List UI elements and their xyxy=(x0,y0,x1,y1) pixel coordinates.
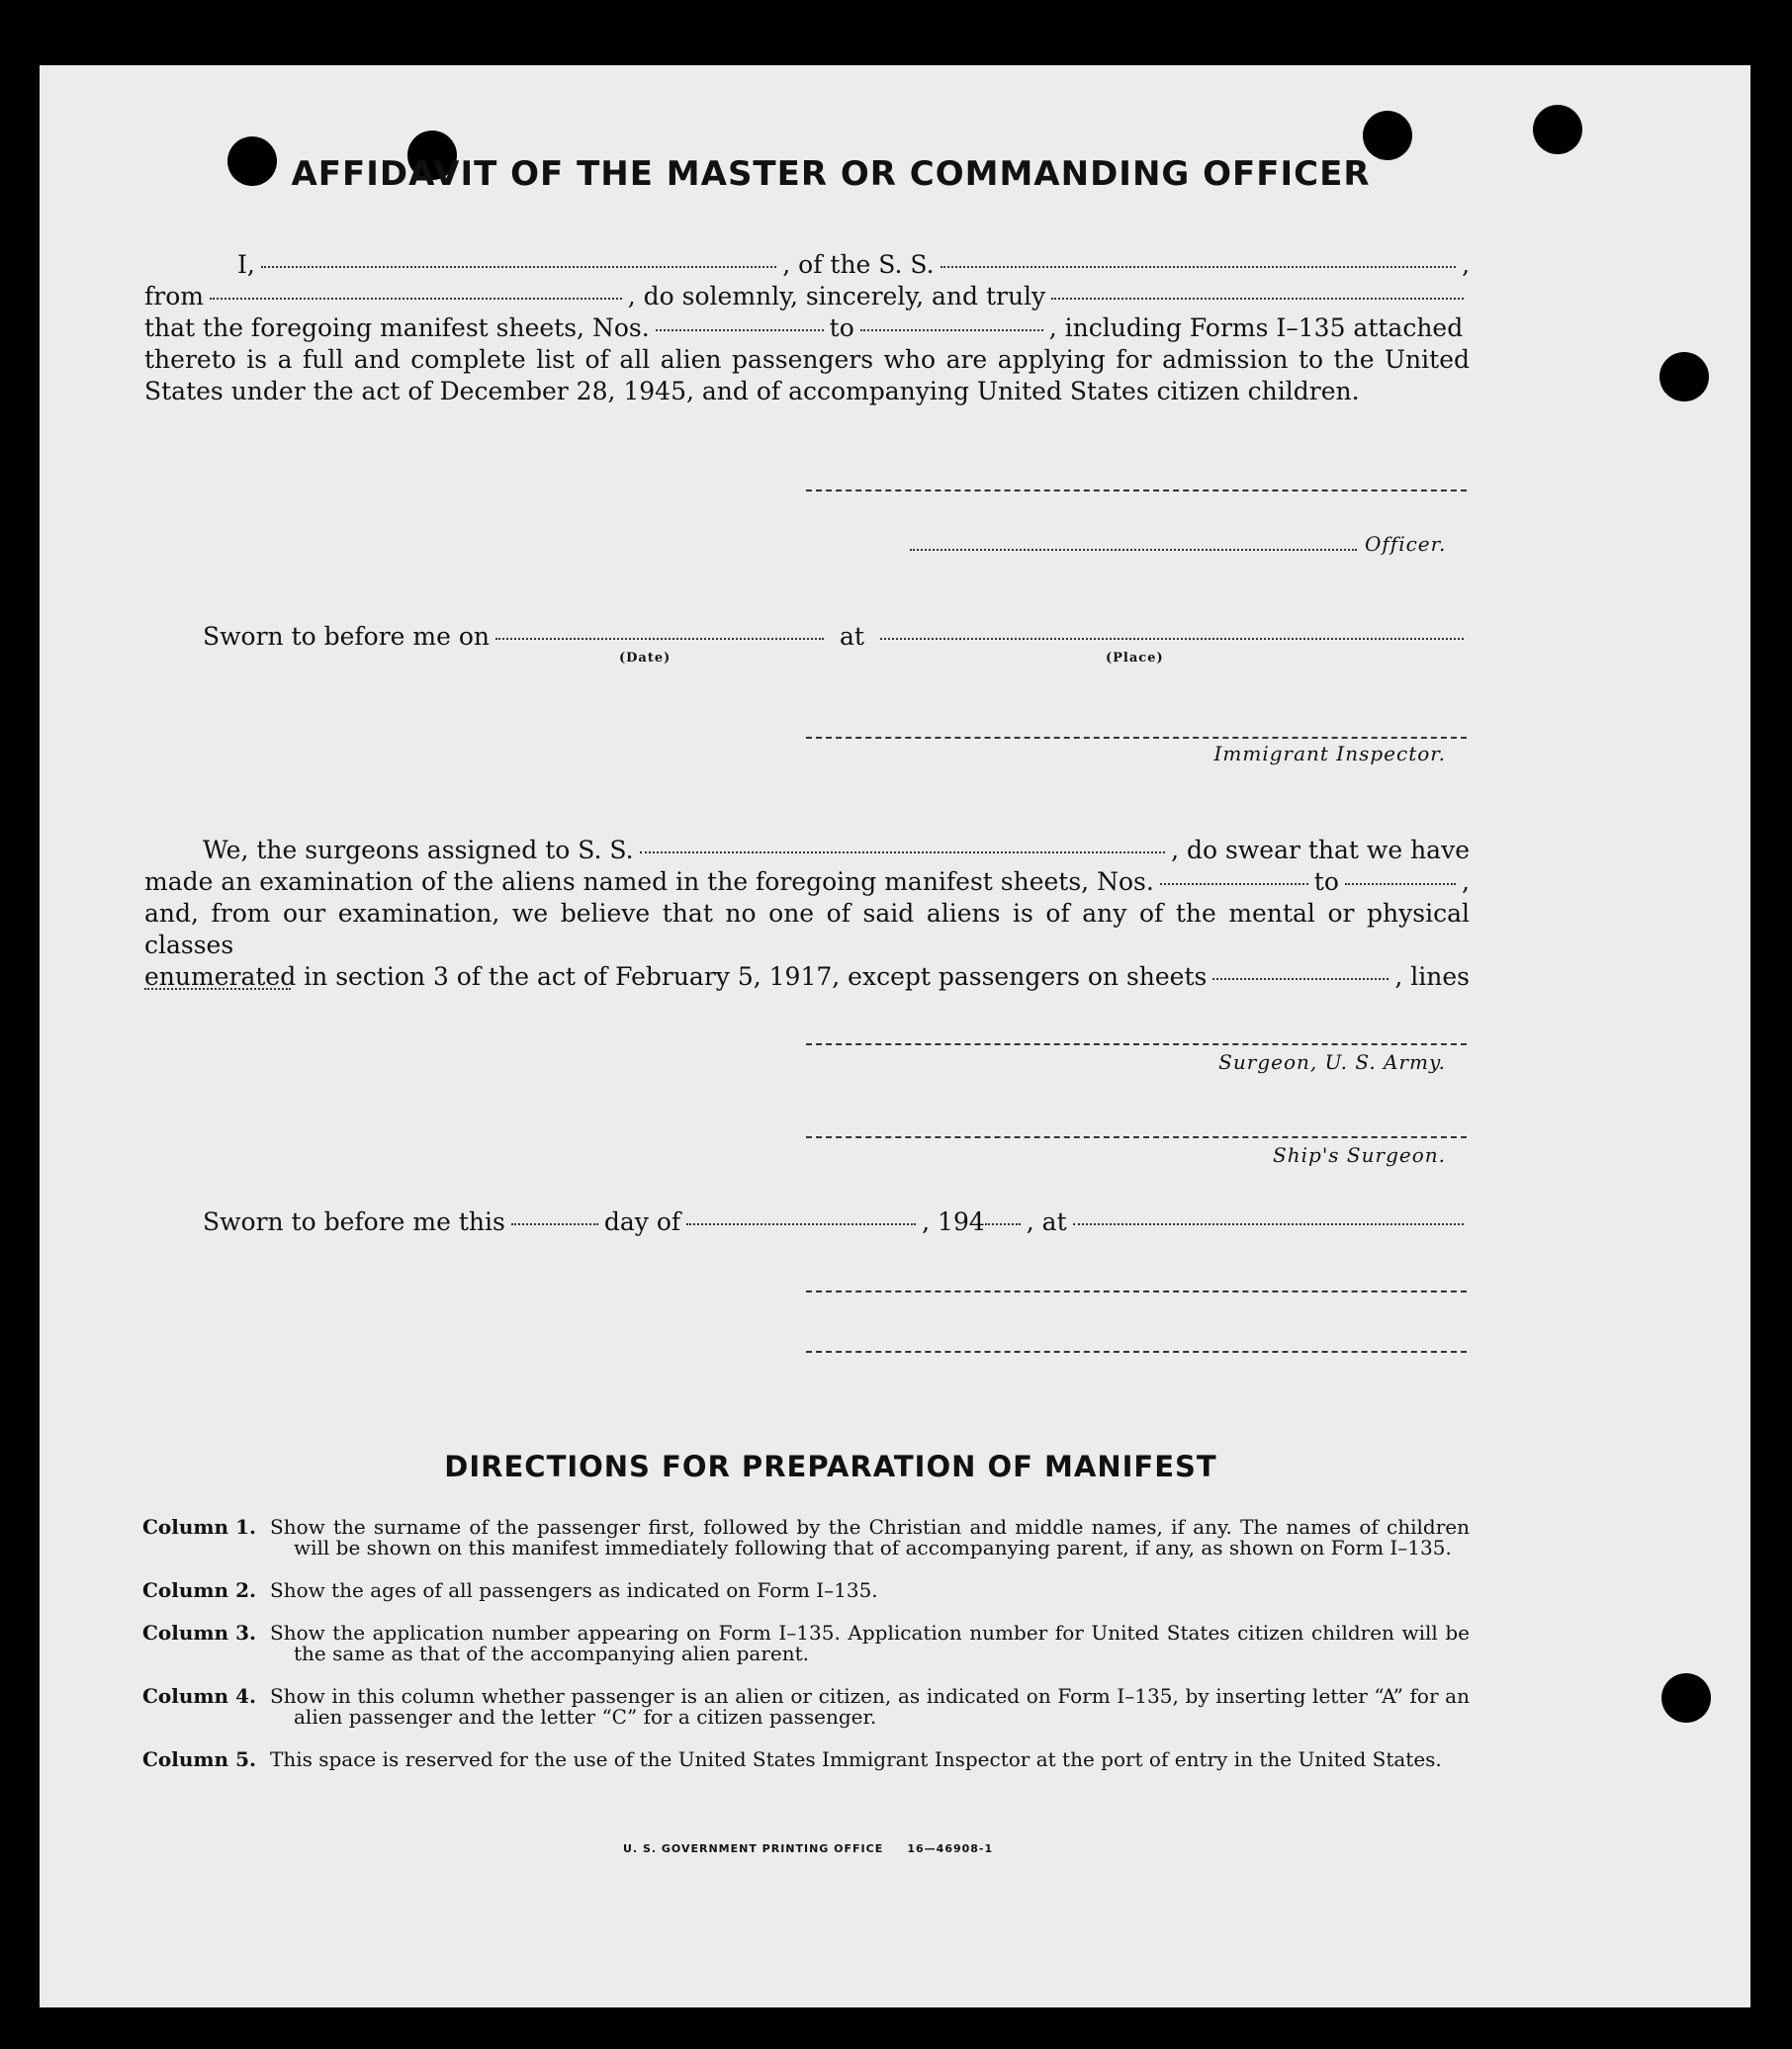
direction-item xyxy=(142,1580,1470,1601)
departure-port-field[interactable] xyxy=(210,298,622,300)
ship-surgeon-signature-line[interactable] xyxy=(806,1136,1467,1138)
surgeons-text: made an examination of the aliens named in the foregoing manifest sheets, Nos. xyxy=(144,867,1154,896)
directions-title: DIRECTIONS FOR PREPARATION OF MANIFEST xyxy=(444,1450,1217,1483)
affidavit-text: , xyxy=(1462,250,1471,279)
affidavit-text: thereto is a full and complete list of all alien passengers who are applying for admission to the United xyxy=(144,345,1470,374)
master-signature-line[interactable] xyxy=(806,490,1467,491)
direction-text: Show in this column whether passenger is an alien or citizen, as indicated on Form I–135, by inserting letter “A” for an alien passenger and the letter “C” for a citizen passenger. xyxy=(270,1684,1470,1729)
oath-type-field[interactable] xyxy=(1051,298,1464,300)
sheet-to-field[interactable] xyxy=(860,329,1043,331)
direction-text: Show the surname of the passenger first, followed by the Christian and middle names, if any. The names of children will be shown on this manifest immediately following that of accompanying parent, if any, as shown on Form I–135. xyxy=(270,1515,1470,1559)
direction-item xyxy=(142,1623,1470,1664)
affidavit-text: to xyxy=(829,313,854,342)
officer-title-line[interactable] xyxy=(910,549,1357,551)
direction-item xyxy=(142,1749,1470,1770)
excepted-lines-field[interactable] xyxy=(144,988,291,990)
affidavit-text: , including Forms I–135 attached xyxy=(1048,313,1464,342)
sworn-statement-master xyxy=(203,622,1470,651)
printing-office-footer: U. S. GOVERNMENT PRINTING OFFICE 16—46908-1 xyxy=(623,1842,994,1855)
direction-column-label: Column 4. xyxy=(142,1684,256,1708)
sworn-date-field[interactable] xyxy=(495,638,824,640)
sworn-text: , at xyxy=(1026,1207,1067,1236)
direction-item xyxy=(142,1686,1470,1728)
date-sublabel: (Date) xyxy=(619,651,672,666)
direction-item xyxy=(142,1517,1470,1559)
officer-label: Officer. xyxy=(1365,532,1447,556)
inspector-title-line-2[interactable] xyxy=(806,1351,1467,1353)
direction-column-label: Column 3. xyxy=(142,1621,256,1645)
sworn-text: Sworn to before me on xyxy=(203,622,491,651)
army-surgeon-label: Surgeon, U. S. Army. xyxy=(1218,1050,1446,1074)
direction-column-label: Column 5. xyxy=(142,1747,256,1771)
inspector-label: Immigrant Inspector. xyxy=(1213,742,1446,765)
affidavit-text: from xyxy=(144,282,204,311)
exam-sheet-from-field[interactable] xyxy=(1160,883,1308,885)
surgeons-text: , do swear that we have xyxy=(1171,836,1470,864)
directions-list xyxy=(142,1517,1470,1792)
affidavit-text: States under the act of December 28, 1945, and of accompanying United States citizen children. xyxy=(144,377,1360,405)
punch-hole xyxy=(1363,111,1412,160)
surgeons-text: enumerated in section 3 of the act of February 5, 1917, except passengers on sheets xyxy=(144,962,1208,991)
place-sublabel: (Place) xyxy=(1106,651,1164,666)
sworn-statement-surgeons xyxy=(203,1207,1470,1236)
surgeons-text: We, the surgeons assigned to S. S. xyxy=(203,836,634,864)
master-name-field[interactable] xyxy=(261,266,776,268)
sheet-from-field[interactable] xyxy=(656,329,824,331)
form-page xyxy=(40,65,1750,2007)
sworn-month-field[interactable] xyxy=(686,1223,916,1225)
sworn-location-field[interactable] xyxy=(1073,1223,1464,1225)
sworn-text: Sworn to before me this xyxy=(203,1207,505,1236)
army-surgeon-signature-line[interactable] xyxy=(806,1043,1467,1045)
sworn-text: day of xyxy=(603,1207,681,1236)
inspector-signature-line-2[interactable] xyxy=(806,1291,1467,1292)
affidavit-text: that the foregoing manifest sheets, Nos. xyxy=(144,313,650,342)
exam-sheet-to-field[interactable] xyxy=(1345,883,1456,885)
surgeons-text: to xyxy=(1313,867,1339,896)
affidavit-text: I, xyxy=(237,250,255,279)
direction-column-label: Column 2. xyxy=(142,1578,256,1602)
sworn-place-field[interactable] xyxy=(880,638,1464,640)
direction-text: Show the ages of all passengers as indicated on Form I–135. xyxy=(270,1578,878,1602)
punch-hole xyxy=(1661,1673,1711,1723)
master-affidavit xyxy=(144,249,1470,407)
sworn-text: , 194 xyxy=(922,1207,985,1236)
surgeons-text: , lines xyxy=(1394,962,1470,991)
punch-hole xyxy=(1659,352,1709,401)
direction-text: Show the application number appearing on Form I–135. Application number for United States citizen children will be the same as that of the accompanying alien parent. xyxy=(270,1621,1470,1665)
sworn-text: at xyxy=(840,622,864,651)
sworn-day-field[interactable] xyxy=(511,1223,598,1225)
ship-surgeon-label: Ship's Surgeon. xyxy=(1273,1143,1446,1167)
direction-column-label: Column 1. xyxy=(142,1515,256,1539)
affidavit-text: , do solemnly, sincerely, and truly xyxy=(627,282,1046,311)
form-title: AFFIDAVIT OF THE MASTER OR COMMANDING OFFICER xyxy=(291,154,1371,194)
inspector-signature-line[interactable] xyxy=(806,737,1467,739)
surgeons-affidavit xyxy=(144,835,1470,995)
punch-hole xyxy=(1533,105,1582,154)
surgeon-ship-field[interactable] xyxy=(640,851,1166,853)
direction-text: This space is reserved for the use of the United States Immigrant Inspector at the port of entry in the United States. xyxy=(270,1747,1442,1771)
surgeons-text: and, from our examination, we believe that no one of said aliens is of any of the mental or physical classes xyxy=(144,899,1470,959)
sworn-year-field[interactable] xyxy=(985,1223,1021,1225)
excepted-sheets-field[interactable] xyxy=(1212,978,1389,980)
surgeons-text: , xyxy=(1462,867,1470,896)
ship-name-field[interactable] xyxy=(941,266,1456,268)
affidavit-text: , of the S. S. xyxy=(782,250,935,279)
